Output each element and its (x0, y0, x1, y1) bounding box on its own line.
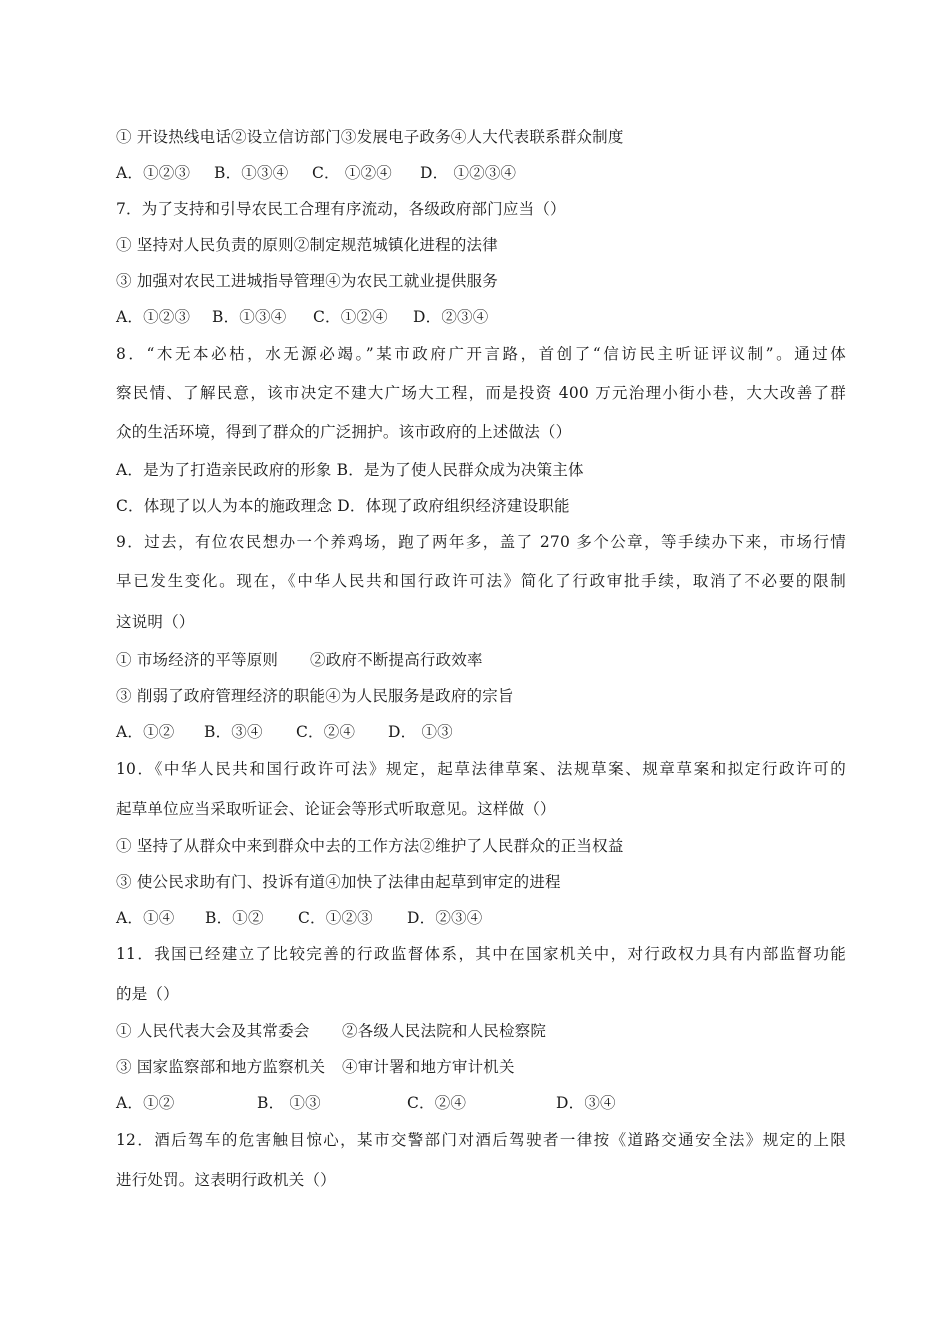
q9-option-b: B．③④ (204, 723, 263, 741)
q9-stem-line-3: 这说明（） (116, 613, 195, 631)
q8-stem-line-2: 察民情、了解民意，该市决定不建大广场大工程，而是投资 400 万元治理小街小巷，大大改善了群 (116, 384, 846, 402)
q11-option-b: B． ①③ (257, 1094, 321, 1112)
q6-option-c: C． ①②④ (312, 164, 392, 182)
q10-stem-line-2: 起草单位应当采取听证会、论证会等形式听取意见。这样做（） (116, 800, 556, 818)
q9-option-c: C．②④ (296, 723, 356, 741)
q10-stem-line-1: 10．《中华人民共和国行政许可法》规定，起草法律草案、法规草案、规章草案和拟定行政许可的 (116, 760, 846, 778)
q11-stem-line-2: 的是（） (116, 985, 179, 1003)
q6-option-b: B．①③④ (214, 164, 289, 182)
q12-stem-line-1: 12．酒后驾车的危害触目惊心，某市交警部门对酒后驾驶者一律按《道路交通安全法》规定的上限 (116, 1131, 846, 1149)
q9-stem-line-2: 早已发生变化。现在，《中华人民共和国行政许可法》简化了行政审批手续，取消了不必要的限制 (116, 572, 846, 590)
q9-statements-2: ③ 削弱了政府管理经济的职能④为人民服务是政府的宗旨 (116, 687, 514, 705)
q10-option-d: D．②③④ (407, 909, 483, 927)
q6-options (116, 163, 846, 183)
q10-options (116, 908, 846, 928)
q10-option-c: C．①②③ (298, 909, 373, 927)
q12-stem-line-2: 进行处罚。这表明行政机关（） (116, 1171, 336, 1189)
q7-option-c: C．①②④ (313, 308, 388, 326)
q11-option-d: D．③④ (556, 1094, 616, 1112)
q11-statements-1 (116, 1021, 846, 1041)
q11-statement-1: ① 人民代表大会及其常委会 (116, 1022, 310, 1040)
q7-stem: 7．为了支持和引导农民工合理有序流动，各级政府部门应当（） (116, 200, 566, 218)
q7-statements-2: ③ 加强对农民工进城指导管理④为农民工就业提供服务 (116, 272, 498, 290)
q9-statements-1 (116, 650, 846, 670)
q7-option-d: D．②③④ (413, 308, 489, 326)
q8-stem-line-1: 8．“木无本必枯，水无源必竭。”某市政府广开言路，首创了“信访民主听证评议制”。通过体 (116, 345, 846, 363)
q11-option-a: A．①② (116, 1094, 175, 1112)
q11-statement-3: ③ 国家监察部和地方监察机关 (116, 1058, 326, 1076)
q8-stem-line-3: 众的生活环境，得到了群众的广泛拥护。该市政府的上述做法（） (116, 423, 572, 441)
q11-options (116, 1093, 846, 1113)
q7-option-a: A．①②③ (116, 308, 191, 326)
q10-option-a: A．①④ (116, 909, 175, 927)
q10-statements-2: ③ 使公民求助有门、投诉有道④加快了法律由起草到审定的进程 (116, 873, 561, 891)
q9-option-d: D． ①③ (388, 723, 453, 741)
q9-statement-1: ① 市场经济的平等原则 (116, 651, 279, 669)
q9-stem-line-1: 9．过去，有位农民想办一个养鸡场，跑了两年多，盖了 270 多个公章，等手续办下来，市场行情 (116, 533, 846, 551)
q8-options-cd: C．体现了以人为本的施政理念 D．体现了政府组织经济建设职能 (116, 497, 570, 515)
q8-options-ab: A．是为了打造亲民政府的形象 B．是为了使人民群众成为决策主体 (116, 461, 584, 479)
q9-option-a: A．①② (116, 723, 175, 741)
q11-stem-line-1: 11．我国已经建立了比较完善的行政监督体系，其中在国家机关中，对行政权力具有内部监督功能 (116, 945, 846, 963)
q10-statements-1: ① 坚持了从群众中来到群众中去的工作方法②维护了人民群众的正当权益 (116, 837, 624, 855)
q7-option-b: B．①③④ (212, 308, 287, 326)
q9-options (116, 722, 846, 742)
q7-options (116, 307, 846, 327)
q6-option-d: D． ①②③④ (420, 164, 517, 182)
q9-statement-2: ②政府不断提高行政效率 (310, 651, 483, 669)
q11-statement-2: ②各级人民法院和人民检察院 (342, 1022, 547, 1040)
q6-statements: ① 开设热线电话②设立信访部门③发展电子政务④人大代表联系群众制度 (116, 128, 624, 146)
q10-option-b: B．①② (205, 909, 264, 927)
q6-option-a: A．①②③ (116, 164, 191, 182)
q11-statements-2 (116, 1057, 846, 1077)
q7-statements-1: ① 坚持对人民负责的原则②制定规范城镇化进程的法律 (116, 236, 498, 254)
q11-option-c: C．②④ (407, 1094, 467, 1112)
q11-statement-4: ④审计署和地方审计机关 (342, 1058, 515, 1076)
